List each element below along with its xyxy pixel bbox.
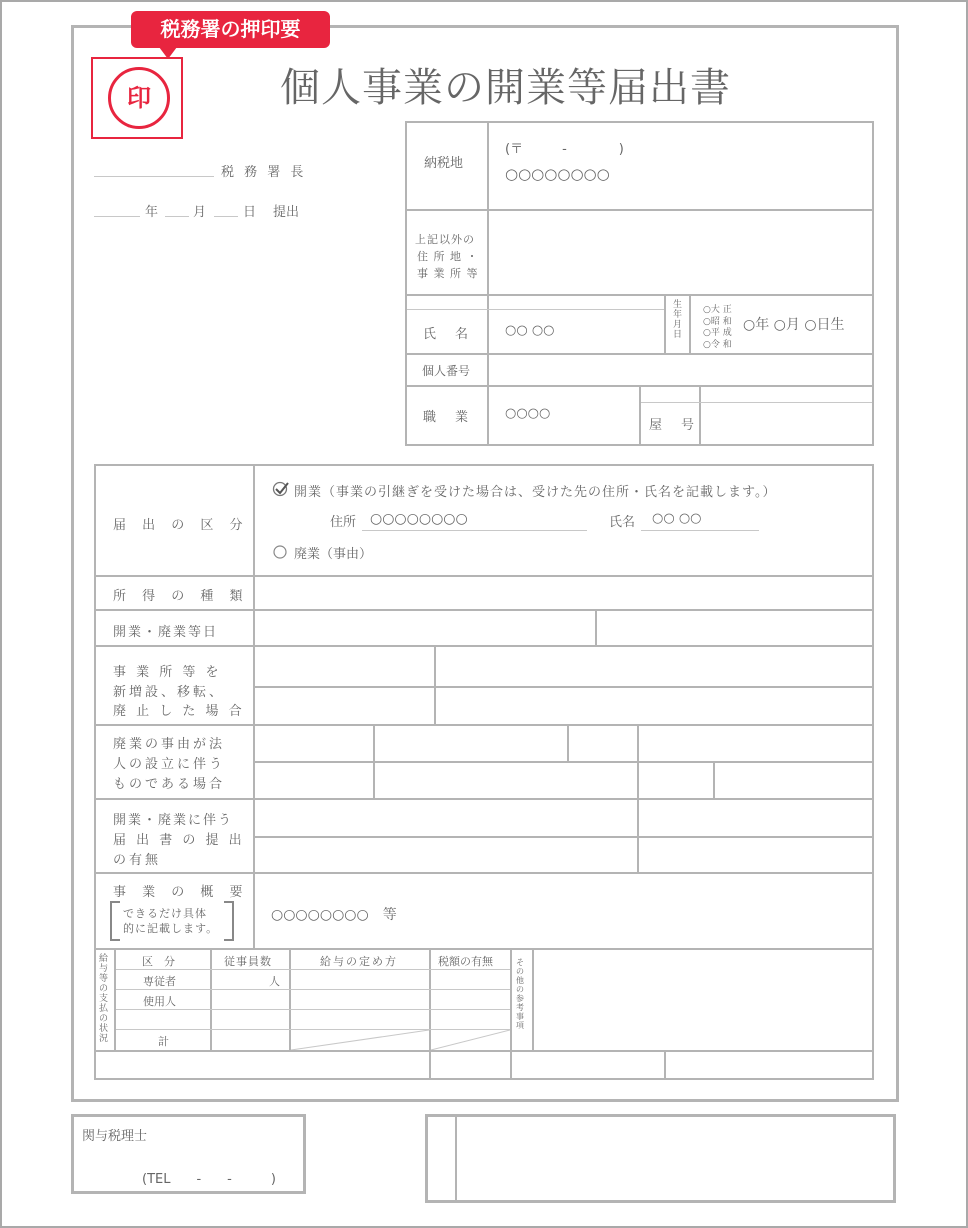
era-reiwa: ○令 和	[703, 340, 732, 350]
checkbox-checked-icon[interactable]	[272, 481, 290, 497]
income-type-label: 所 得 の 種 類	[113, 589, 249, 604]
accountant-tel: (TEL - - )	[142, 1172, 276, 1187]
salary-header-method: 給与の定め方	[320, 955, 398, 968]
mynumber-label: 個人番号	[422, 364, 471, 378]
salary-unit: 人	[269, 975, 280, 988]
filing-label-2: 届 出 書 の 提 出	[113, 833, 245, 848]
stamp-required-badge: 税務署の押印要	[131, 11, 330, 48]
era-showa: ○昭 和	[703, 317, 732, 327]
filing-label-1: 開業・廃業に伴う	[113, 813, 234, 828]
summary-label: 事 業 の 概 要	[113, 885, 249, 900]
month-label: 月	[193, 205, 207, 220]
corp-label-2: 人の設立に伴う	[113, 757, 226, 772]
name-value: ○○ ○○	[505, 323, 555, 338]
day-label: 日	[243, 205, 257, 220]
office-use-box	[425, 1114, 896, 1203]
postal-code: (〒 - )	[505, 142, 624, 157]
corp-label-1: 廃業の事由が法	[113, 737, 226, 752]
prev-address-value: ○○○○○○○○	[370, 511, 468, 527]
salary-header-type: 区 分	[142, 955, 175, 968]
shop-name-label: 屋 号	[649, 418, 698, 433]
salary-row-employee: 使用人	[143, 995, 176, 1008]
salary-row-family: 専従者	[143, 975, 176, 988]
filing-label-3: の有無	[113, 853, 162, 868]
seal-icon: 印	[108, 67, 170, 129]
era-heisei: ○平 成	[703, 328, 732, 338]
salary-header-tax: 税額の有無	[438, 955, 493, 968]
era-taisho: ○大 正	[703, 305, 732, 315]
tax-office-label: 税 務 署 長	[221, 165, 307, 180]
opening-option: 開業（事業の引継ぎを受けた場合は、受けた先の住所・氏名を記載します。）	[294, 485, 777, 500]
submit-label: 提出	[273, 205, 300, 220]
summary-note-2: 的に記載します。	[123, 922, 219, 935]
salary-header-count: 従事員数	[224, 955, 272, 968]
year-label: 年	[145, 205, 159, 220]
birth-value: ○年 ○月 ○日生	[743, 317, 845, 333]
office-change-label-2: 新増設、移転、	[113, 685, 226, 700]
radio-empty-icon[interactable]	[272, 544, 288, 560]
summary-note-1: できるだけ具体	[123, 907, 207, 920]
name-label: 氏 名	[423, 327, 472, 342]
other-address-label-3: 事 業 所 等	[417, 267, 479, 280]
page-title: 個人事業の開業等届出書	[280, 65, 731, 111]
accountant-label: 関与税理士	[82, 1129, 148, 1144]
tax-address: ○○○○○○○○	[505, 165, 610, 183]
prev-name-value: ○○ ○○	[652, 511, 702, 526]
opening-date-label: 開業・廃業等日	[113, 625, 219, 640]
office-change-label-1: 事 業 所 等 を	[113, 665, 222, 680]
stamp-box	[91, 57, 183, 139]
job-label: 職 業	[423, 410, 472, 425]
corp-label-3: ものである場合	[113, 777, 226, 792]
closing-option: 廃業（事由）	[294, 547, 373, 562]
summary-value: ○○○○○○○○ 等	[271, 907, 397, 923]
salary-side-label: 給与等の支払の状況	[99, 954, 109, 1044]
other-address-label-2: 住 所 地 ・	[417, 250, 479, 263]
office-change-label-3: 廃 止 し た 場 合	[113, 704, 245, 719]
tax-place-label: 納税地	[424, 156, 464, 171]
prev-address-label: 住所	[330, 515, 357, 530]
diagonal-strikes	[291, 1030, 510, 1050]
other-address-label-1: 上記以外の	[415, 233, 475, 246]
birth-label: 生年月日	[673, 300, 683, 340]
salary-row-total: 計	[158, 1035, 169, 1048]
other-notes-label: その他の参考事項	[516, 958, 524, 1030]
job-value: ○○○○	[505, 406, 551, 421]
prev-name-label: 氏名	[609, 515, 636, 530]
notice-type-label: 届 出 の 区 分	[113, 518, 249, 533]
